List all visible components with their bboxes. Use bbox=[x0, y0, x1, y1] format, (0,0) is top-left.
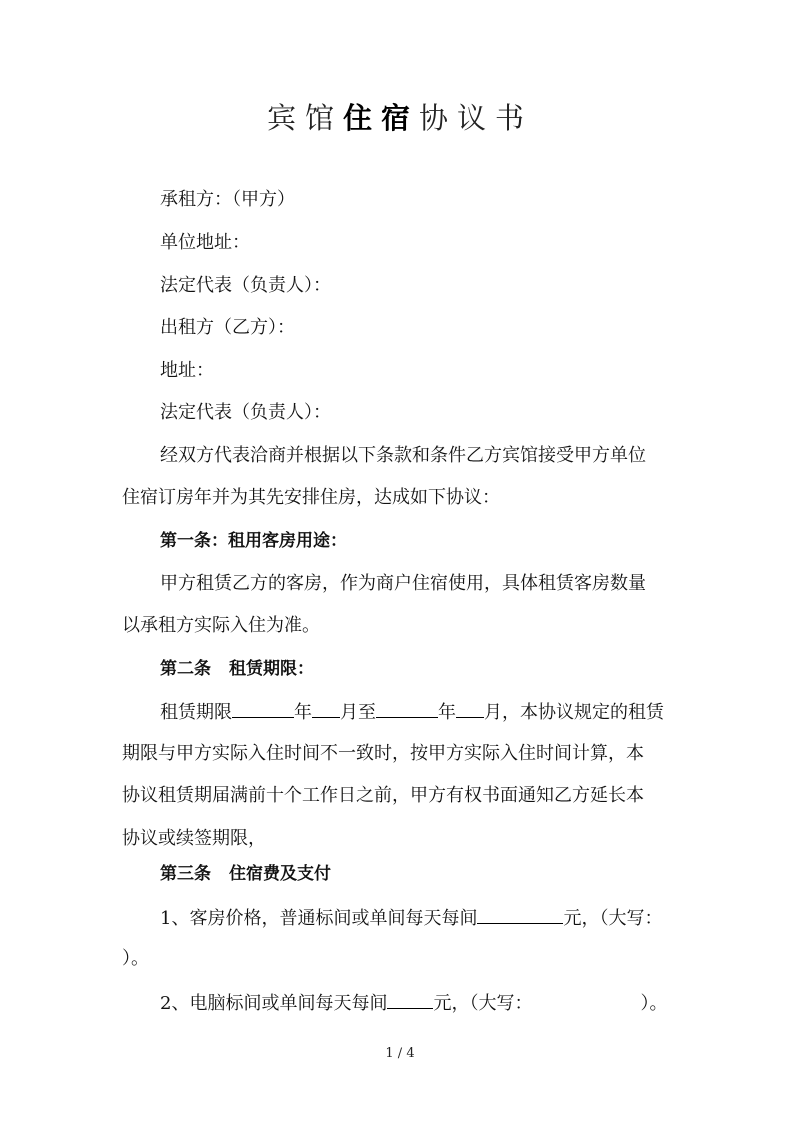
standard-room-price-blank[interactable] bbox=[477, 905, 563, 924]
party-lessee-representative: 法定代表（负责人）： bbox=[160, 275, 331, 296]
computer-room-price-blank[interactable] bbox=[387, 990, 433, 1009]
article2-heading-number: 第二条 bbox=[160, 659, 211, 679]
article3-heading-text: 住宿费及支付 bbox=[229, 864, 331, 884]
party-lessor-representative: 法定代表（负责人）： bbox=[160, 402, 331, 423]
article3-item-2: 2、电脑标间或单间每天每间 元，（大写： ）。 bbox=[160, 990, 680, 1016]
article3-heading-number: 第三条 bbox=[160, 864, 211, 884]
party-lessee: 承租方：（甲方） bbox=[160, 189, 295, 210]
page-indicator: 1 / 4 bbox=[385, 1046, 415, 1061]
article2-line-3: 协议租赁期届满前十个工作日之前，甲方有权书面通知乙方延长本 bbox=[122, 785, 644, 806]
article3-item-1-cont: ）。 bbox=[122, 948, 149, 969]
title-part-3: 协议书 bbox=[419, 101, 534, 135]
intro-line-1: 经双方代表洽商并根据以下条款和条件乙方宾馆接受甲方单位 bbox=[160, 445, 646, 466]
article3-heading bbox=[160, 862, 680, 886]
start-month-blank[interactable] bbox=[312, 699, 340, 718]
article2-heading bbox=[160, 657, 680, 681]
intro-line-2: 住宿订房年并为其先安排住房，达成如下协议： bbox=[122, 487, 500, 508]
title-part-1: 宾馆 bbox=[266, 101, 343, 135]
article2-heading-text: 租赁期限： bbox=[229, 659, 314, 679]
document-title bbox=[0, 96, 800, 137]
article2-line-4: 协议或续签期限， bbox=[122, 828, 266, 849]
article1-line-1: 甲方租赁乙方的客房，作为商户住宿使用，具体租赁客房数量 bbox=[160, 573, 646, 594]
article3-item-1: 1、客房价格，普通标间或单间每天每间 元，（大写： bbox=[160, 905, 680, 931]
end-month-blank[interactable] bbox=[456, 699, 484, 718]
party-lessor: 出租方（乙方）： bbox=[160, 317, 295, 338]
start-year-blank[interactable] bbox=[232, 699, 294, 718]
article2-line-1: 租赁期限 年 月至 年 月，本协议规定的租赁 bbox=[160, 699, 680, 725]
article2-line-2: 期限与甲方实际入住时间不一致时，按甲方实际入住时间计算，本 bbox=[122, 743, 644, 764]
party-lessee-address: 单位地址： bbox=[160, 232, 250, 253]
article1-line-2: 以承租方实际入住为准。 bbox=[122, 615, 320, 636]
title-part-2: 住宿 bbox=[342, 101, 419, 135]
party-lessor-address: 地址： bbox=[160, 360, 214, 381]
article1-heading: 第一条：租用客房用途： bbox=[160, 531, 347, 551]
end-year-blank[interactable] bbox=[376, 699, 438, 718]
